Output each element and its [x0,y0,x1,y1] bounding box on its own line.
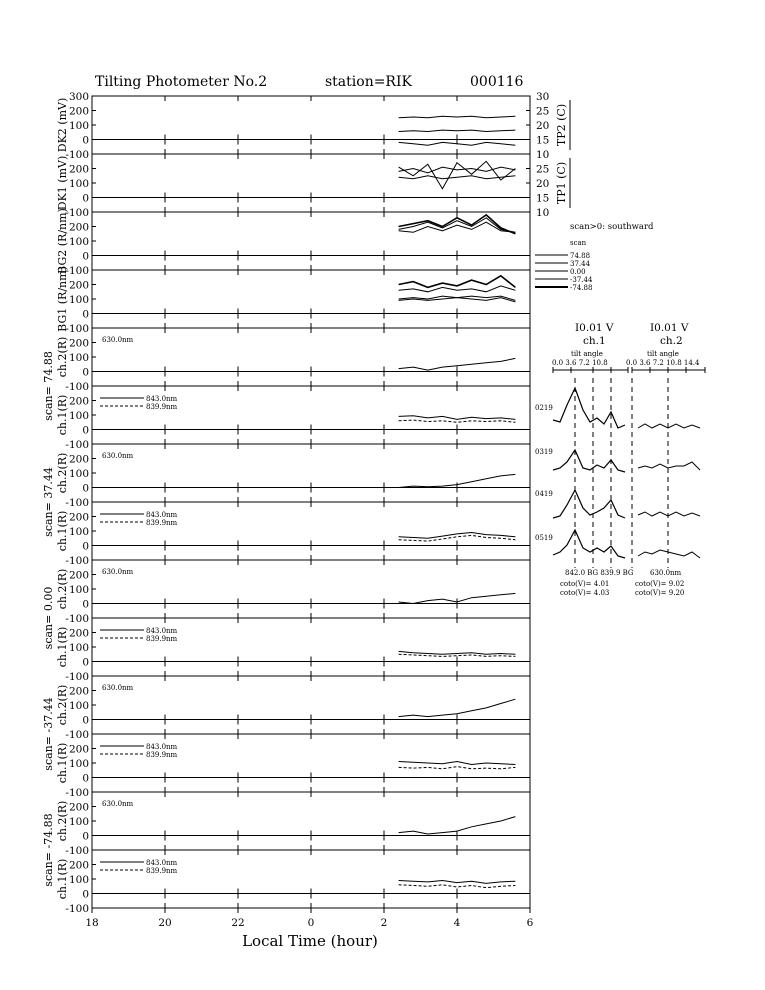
right-tick-label: 25 [536,163,550,176]
wavelength-label: 630.0nm [102,568,134,576]
panel-s74_ch1 [56,386,530,451]
y-tick-label: 0 [82,772,89,785]
panel-frame [92,676,530,734]
series-line [399,767,516,769]
y-tick-label: -100 [65,845,89,857]
ch2-tilt-label: tilt angle [647,350,679,358]
y-tick-label: 0 [82,308,89,321]
y-tick-label: 100 [68,642,89,654]
tilt-profile-ch2 [638,550,700,558]
y-tick-label: 200 [68,279,89,292]
y-tick-label: 0 [82,192,89,205]
series-line [399,762,516,765]
y-tick-label: 100 [68,526,89,538]
tilt-profile-ch1 [553,450,625,472]
y-tick-label: 100 [68,178,89,190]
y-tick-label: -100 [65,787,89,799]
tilt-profile-ch2 [638,512,700,516]
chart-title: Tilting Photometer No.2 [95,74,268,90]
panel-s-74_ch1 [56,850,530,915]
panel-frame [92,792,530,850]
y-axis-label: BG2 (R/nm) [56,208,69,274]
y-tick-label: 200 [68,453,89,466]
y-tick-label: -100 [65,207,89,219]
y-tick-label: 0 [82,830,89,843]
y-tick-label: -100 [65,555,89,567]
ch1-label: ch.1 [583,335,606,347]
y-tick-label: 100 [68,874,89,886]
legend-label: -74.88 [570,284,593,292]
y-tick-label: -100 [65,439,89,451]
right-tick-label: 20 [536,178,550,190]
ch2-coef-a: coto(V)= 9.02 [635,580,685,588]
y-axis-label: ch.1(R) [56,510,69,552]
y-tick-label: 0 [82,656,89,669]
y-tick-label: 200 [68,395,89,408]
y-tick-label: 100 [68,410,89,422]
ch1-bottom-labels: 842.0 BG 839.9 BG [565,569,634,577]
series-line [399,276,516,288]
x-tick-label: 20 [158,917,172,929]
ch2-coef-b: coto(V)= 9.20 [635,589,685,597]
y-tick-label: 100 [68,294,89,306]
series-line [399,420,516,422]
wavelength-label: 630.0nm [102,800,134,808]
panel-stack [42,91,570,915]
y-axis-label: ch.1(R) [56,742,69,784]
series-line [399,533,516,539]
series-line [399,167,516,173]
series-line [399,130,516,131]
y-tick-label: 100 [68,758,89,770]
y-tick-label: -100 [65,729,89,741]
right-tick-label: 25 [536,105,550,118]
panel-DK2 [56,91,570,161]
legend-label: 839.9nm [146,751,178,759]
panel-BG1 [56,266,530,335]
y-tick-label: 0 [82,424,89,437]
wavelength-label: 630.0nm [102,336,134,344]
legend-label: 843.0nm [146,859,178,867]
series-line [399,535,516,541]
scan-label: scan= -74.88 [42,813,55,887]
series-line [399,651,516,654]
station-label: station=RIK [325,74,412,90]
y-axis-label: ch.2(R) [56,568,69,610]
series-line [399,593,516,603]
y-tick-label: 0 [82,250,89,263]
y-axis-label: ch.2(R) [56,800,69,842]
ch2-tilt-ticks: 0.0 3.6 7.2 10.8 14.4 [626,359,700,367]
right-tick-label: 15 [536,134,550,147]
legend-label: 0.00 [570,268,586,276]
y-axis-label: ch.2(R) [56,336,69,378]
y-tick-label: 100 [68,468,89,480]
ch1-scale-label: I0.01 V [575,322,614,334]
right-tick-label: 10 [536,149,550,161]
legend-label: 839.9nm [146,519,178,527]
panel-frame [92,328,530,386]
legend-label: -37.44 [570,276,593,284]
legend-label: 843.0nm [146,743,178,751]
y-axis-label: DK2 (mV) [56,97,69,153]
scan-direction-note: scan>0: southward [570,222,654,232]
x-axis [85,908,533,929]
row-label-2: 0419 [535,490,553,498]
legend-label: 74.88 [570,252,591,260]
x-tick-label: 0 [307,917,315,929]
row-label-1: 0319 [535,448,553,456]
series-line [399,881,516,884]
y-tick-label: 100 [68,352,89,364]
y-axis-label: ch.2(R) [56,684,69,726]
x-tick-label: 18 [85,917,99,929]
y-tick-label: 200 [68,105,89,118]
ch2-scale-label: I0.01 V [650,322,689,334]
x-tick-label: 4 [453,917,461,929]
scan-label: scan= 0.00 [42,586,55,650]
right-axis-label: TP1 (C) [555,161,568,205]
ch2-bottom-labels: 630.0nm [650,569,682,577]
panel-BG2 [56,208,530,277]
tilt-profile-graph [553,367,705,568]
right-tick-label: 10 [536,207,550,219]
right-axis-label: TP2 (C) [555,103,568,147]
y-axis-label: ch.1(R) [56,394,69,436]
panel-s-37_ch2 [42,676,530,771]
panel-frame [92,444,530,502]
y-tick-label: 200 [68,163,89,176]
panel-s-74_ch2 [42,792,530,887]
tilt-profile-ch2 [638,462,700,470]
scan-label: scan= -37.44 [42,697,55,771]
right-tick-label: 30 [536,91,550,103]
y-tick-label: 200 [68,859,89,872]
panel-s37_ch1 [56,502,530,567]
tilt-profile-ch1 [553,388,625,428]
y-tick-label: 200 [68,685,89,698]
ch1-tilt-ticks: 0.0 3.6 7.2 10.8 [552,359,608,367]
y-axis-label: ch.1(R) [56,858,69,900]
date-label: 000116 [470,74,524,90]
y-tick-label: -100 [65,671,89,683]
series-line [399,699,516,716]
series-line [399,416,516,420]
x-tick-label: 2 [380,917,388,929]
y-tick-label: 0 [82,714,89,727]
right-tick-label: 20 [536,120,550,132]
panel-s37_ch2 [42,444,530,537]
y-tick-label: 0 [82,540,89,553]
panel-s00_ch2 [42,560,530,649]
panel-frame [92,96,530,154]
x-axis-label: Local Time (hour) [242,932,378,950]
y-tick-label: 200 [68,627,89,640]
y-axis-label: BG1 (R/nm) [56,266,69,332]
legend-label: 843.0nm [146,627,178,635]
y-tick-label: 100 [68,236,89,248]
right-tick-label: 15 [536,192,550,205]
y-tick-label: -100 [65,903,89,915]
y-tick-label: -100 [65,497,89,509]
panel-frame [92,560,530,618]
wavelength-label: 630.0nm [102,684,134,692]
y-tick-label: 200 [68,743,89,756]
x-tick-label: 6 [526,917,534,929]
y-tick-label: 200 [68,801,89,814]
legend-label: 843.0nm [146,395,178,403]
tilt-profile-ch1 [553,530,625,558]
y-tick-label: -100 [65,149,89,161]
y-tick-label: 0 [82,366,89,379]
series-line [399,116,516,118]
ch1-coef-b: coto(V)= 4.03 [560,589,610,597]
row-label-3: 0519 [535,534,553,542]
panel-s00_ch1 [56,618,530,683]
wavelength-label: 630.0nm [102,452,134,460]
panel-DK1 [56,154,570,219]
ch1-coef-a: coto(V)= 4.01 [560,580,610,588]
legend-title: scan [570,239,587,247]
ch2-label: ch.2 [660,335,683,347]
y-tick-label: 200 [68,511,89,524]
y-tick-label: -100 [65,381,89,393]
y-tick-label: 200 [68,221,89,234]
y-tick-label: 0 [82,134,89,147]
ch1-tilt-label: tilt angle [571,350,603,358]
y-tick-label: 100 [68,700,89,712]
y-tick-label: 300 [68,91,89,103]
y-tick-label: -100 [65,323,89,335]
legend-label: 839.9nm [146,867,178,875]
y-axis-label: DK1 (mV) [56,155,69,211]
y-tick-label: 0 [82,598,89,611]
scan-label: scan= 37.44 [42,467,55,537]
panel-frame [92,154,530,212]
y-tick-label: 0 [82,482,89,495]
legend-label: 843.0nm [146,511,178,519]
y-tick-label: 100 [68,120,89,132]
y-axis-label: ch.2(R) [56,452,69,494]
y-tick-label: -100 [65,265,89,277]
tilt-profile-ch2 [638,424,700,428]
y-axis-label: ch.1(R) [56,626,69,668]
panel-frame [92,270,530,328]
legend-label: 37.44 [570,260,591,268]
legend-label: 839.9nm [146,635,178,643]
y-tick-label: 0 [82,888,89,901]
panel-s74_ch2 [42,328,530,421]
scan-label: scan= 74.88 [42,351,55,421]
tilt-profile-ch1 [553,490,625,518]
series-line [399,286,516,292]
x-tick-label: 22 [231,917,245,929]
side-panel [535,222,705,597]
series-line [399,654,516,656]
y-tick-label: 200 [68,337,89,350]
row-label-0: 0219 [535,404,553,412]
series-line [399,885,516,888]
series-line [399,161,516,189]
legend-label: 839.9nm [146,403,178,411]
panel-s-37_ch1 [56,734,530,799]
series-line [399,817,516,834]
y-tick-label: -100 [65,613,89,625]
bg-legend [535,252,593,292]
y-tick-label: 200 [68,569,89,582]
y-tick-label: 100 [68,816,89,828]
y-tick-label: 100 [68,584,89,596]
